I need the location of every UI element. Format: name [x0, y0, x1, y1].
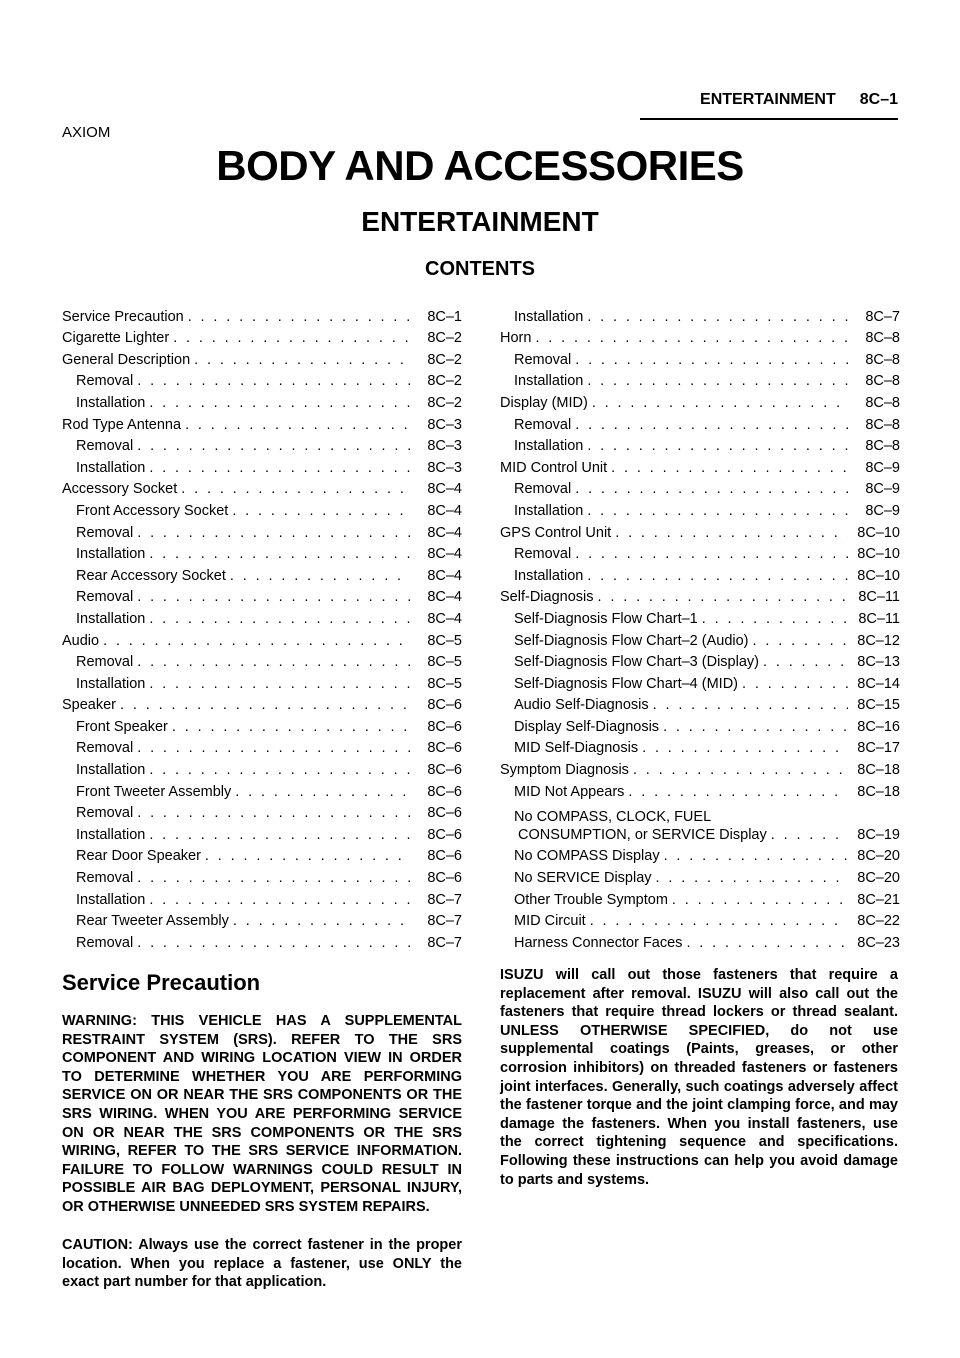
- toc-entry-label: Removal: [514, 481, 572, 498]
- toc-entry-label: Self-Diagnosis Flow Chart–1: [514, 610, 698, 627]
- toc-entry[interactable]: [62, 563, 462, 585]
- toc-leader-dots: [120, 696, 410, 714]
- toc-entry-label: MID Circuit: [514, 913, 586, 930]
- toc-entry-label: Other Trouble Symptom: [514, 891, 668, 908]
- toc-leader-dots: [173, 329, 410, 347]
- toc-leader-dots: [702, 610, 848, 628]
- toc-leader-dots: [137, 653, 410, 671]
- toc-entry-label: Accessory Socket: [62, 481, 178, 498]
- toc-entry-label: Service Precaution: [62, 308, 184, 325]
- toc-entry-label: Audio Self-Diagnosis: [514, 697, 649, 714]
- toc-entry-page: 8C–20: [857, 848, 900, 865]
- toc-entry-page: 8C–6: [427, 783, 462, 800]
- toc-leader-dots: [137, 372, 410, 390]
- toc-entry[interactable]: [500, 887, 900, 909]
- toc-leader-dots: [575, 351, 848, 369]
- toc-entry-page: 8C–10: [857, 567, 900, 584]
- toc-entry[interactable]: [62, 714, 462, 736]
- toc-leader-dots: [771, 826, 848, 844]
- toc-entry-page: 8C–8: [865, 330, 900, 347]
- toc-leader-dots: [194, 351, 410, 369]
- toc-entry-label: Removal: [76, 438, 134, 455]
- toc-entry-label: Removal: [76, 934, 134, 951]
- toc-entry[interactable]: [500, 714, 900, 736]
- toc-entry-label: GPS Control Unit: [500, 524, 612, 541]
- toc-entry-label: Rod Type Antenna: [62, 416, 182, 433]
- toc-leader-dots: [172, 718, 410, 736]
- toc-entry[interactable]: [62, 930, 462, 952]
- toc-leader-dots: [663, 718, 848, 736]
- toc-entry-page: 8C–23: [857, 934, 900, 951]
- toc-entry[interactable]: [500, 909, 900, 931]
- toc-entry[interactable]: [62, 304, 462, 326]
- toc-leader-dots: [575, 416, 848, 434]
- toc-entry-label: Harness Connector Faces: [514, 934, 683, 951]
- toc-leader-dots: [742, 675, 848, 693]
- toc-entry-page: 8C–5: [427, 654, 462, 671]
- toc-leader-dots: [575, 480, 848, 498]
- toc-entry-label: Removal: [76, 373, 134, 390]
- header-section: ENTERTAINMENT: [700, 91, 836, 108]
- toc-entry-page: 8C–9: [865, 481, 900, 498]
- toc-entry[interactable]: [500, 563, 900, 585]
- toc-entry-label: Installation: [76, 459, 146, 476]
- toc-entry-page: 8C–18: [857, 783, 900, 800]
- toc-entry-label: Self-Diagnosis Flow Chart–2 (Audio): [514, 632, 749, 649]
- toc-entry[interactable]: [62, 801, 462, 823]
- toc-entry-label: Removal: [76, 524, 134, 541]
- toc-leader-dots: [587, 502, 848, 520]
- toc-entry[interactable]: [62, 844, 462, 866]
- toc-entry-page: 8C–4: [427, 589, 462, 606]
- toc-entry[interactable]: [62, 628, 462, 650]
- toc-entry-label: MID Self-Diagnosis: [514, 740, 639, 757]
- fastener-note-text: ISUZU will call out those fasteners that require a replacement after removal. ISUZU will also call out the fasteners that require thread lockers or thread sealant. UNLESS OTHERWISE SPECIFIED, do not use supplemental coatings (Paints, greases, or other corrosion inhibitors) on threaded fasteners or fasteners joint interfaces. Generally, such coatings adversely affect the fastener torque and the joint clamping force, and may damage the fasteners. When you install fasteners, use the correct tightening sequence and specifications. Following these instructions can help you avoid damage to parts and systems.: [500, 967, 898, 1188]
- toc-entry[interactable]: [500, 779, 900, 801]
- toc-entry[interactable]: [62, 909, 462, 931]
- toc-entry[interactable]: [500, 390, 900, 412]
- toc-entry[interactable]: [62, 887, 462, 909]
- toc-entry[interactable]: [500, 347, 900, 369]
- toc-entry-page: 8C–8: [865, 438, 900, 455]
- toc-entry-label: MID Control Unit: [500, 459, 608, 476]
- toc-entry-page: 8C–11: [858, 589, 900, 606]
- toc-entry-page: 8C–8: [865, 394, 900, 411]
- toc-entry-label: Installation: [514, 567, 584, 584]
- toc-entry[interactable]: [500, 434, 900, 456]
- toc-entry-page: 8C–18: [857, 762, 900, 779]
- toc-entry[interactable]: [62, 347, 462, 369]
- toc-leader-dots: [590, 912, 848, 930]
- toc-entry-page: 8C–6: [427, 718, 462, 735]
- toc-entry-page: 8C–15: [857, 697, 900, 714]
- toc-entry[interactable]: [62, 434, 462, 456]
- toc-entry-label: Installation: [76, 394, 146, 411]
- toc-entry[interactable]: [500, 671, 900, 693]
- toc-entry-page: 8C–9: [865, 502, 900, 519]
- warning-text: WARNING: THIS VEHICLE HAS A SUPPLEMENTAL RESTRAINT SYSTEM (SRS). REFER TO THE SRS COMPONENT AND WIRING LOCATION VIEW IN ORDER TO DETERMINE WHETHER YOU ARE PERFORMING SERVICE ON OR NEAR THE SRS COMPONENTS OR THE SRS WIRING. WHEN YOU ARE PERFORMING SERVICE ON OR NEAR THE SRS COMPONENTS OR THE SRS WIRING, REFER TO THE SRS SERVICE INFORMATION. FAILURE TO FOLLOW WARNINGS COULD RESULT IN POSSIBLE AIR BAG DEPLOYMENT, PERSONAL INJURY, OR OTHERWISE UNNEEDED SRS SYSTEM REPAIRS.: [62, 1013, 462, 1215]
- toc-leader-dots: [664, 847, 848, 865]
- toc-leader-dots: [753, 632, 848, 650]
- toc-entry-label: Installation: [76, 826, 146, 843]
- toc-leader-dots: [181, 480, 410, 498]
- toc-entry[interactable]: [500, 736, 900, 758]
- toc-entry-label: Installation: [76, 675, 146, 692]
- toc-entry[interactable]: [62, 736, 462, 758]
- toc-leader-dots: [633, 761, 848, 779]
- toc-entry[interactable]: [62, 520, 462, 542]
- toc-leader-dots: [686, 934, 848, 952]
- toc-leader-dots: [205, 847, 410, 865]
- toc-entry-page: 8C–2: [427, 394, 462, 411]
- toc-leader-dots: [149, 826, 410, 844]
- toc-leader-dots: [137, 739, 410, 757]
- toc-entry[interactable]: [62, 455, 462, 477]
- toc-leader-dots: [653, 696, 848, 714]
- toc-entry-label: Rear Accessory Socket: [76, 567, 226, 584]
- toc-entry-page: 8C–7: [427, 891, 462, 908]
- toc-entry-label: Cigarette Lighter: [62, 330, 170, 347]
- toc-entry-page: 8C–8: [865, 351, 900, 368]
- toc-entry[interactable]: [500, 865, 900, 887]
- toc-entry[interactable]: [62, 865, 462, 887]
- model-name: AXIOM: [62, 124, 111, 141]
- toc-entry-page: 8C–4: [427, 481, 462, 498]
- toc-entry-label: Front Speaker: [76, 718, 168, 735]
- toc-entry-page: 8C–6: [427, 870, 462, 887]
- toc-leader-dots: [615, 524, 848, 542]
- section-title: Service Precaution: [62, 970, 261, 995]
- toc-entry-page: 8C–6: [427, 740, 462, 757]
- toc-entry[interactable]: [500, 369, 900, 391]
- toc-entry-label: General Description: [62, 351, 191, 368]
- caution-text: CAUTION: Always use the correct fastener in the proper location. When you replace a fastener, use ONLY the exact part number for that application.: [62, 1237, 462, 1291]
- toc-entry-label: Rear Door Speaker: [76, 848, 201, 865]
- toc-entry-page: 8C–6: [427, 805, 462, 822]
- toc-leader-dots: [137, 437, 410, 455]
- toc-entry[interactable]: [500, 542, 900, 564]
- toc-entry[interactable]: [62, 390, 462, 412]
- toc-entry[interactable]: [500, 628, 900, 650]
- toc-leader-dots: [149, 891, 410, 909]
- toc-entry[interactable]: [62, 542, 462, 564]
- toc-entry-page: 8C–16: [857, 718, 900, 735]
- toc-leader-dots: [232, 502, 410, 520]
- toc-entry-label: No COMPASS Display: [514, 848, 660, 865]
- toc-entry[interactable]: [62, 650, 462, 672]
- toc-leader-dots: [587, 372, 848, 390]
- toc-entry-page: 8C–7: [865, 308, 900, 325]
- toc-entry[interactable]: [500, 520, 900, 542]
- toc-entry-page: 8C–10: [857, 524, 900, 541]
- toc-entry-page: 8C–2: [427, 373, 462, 390]
- header-page-number: 8C–1: [859, 91, 898, 108]
- toc-entry-label: Rear Tweeter Assembly: [76, 913, 229, 930]
- toc-entry[interactable]: [62, 412, 462, 434]
- toc-entry-label: Removal: [514, 416, 572, 433]
- toc-entry-label: Self-Diagnosis: [500, 589, 594, 606]
- toc-entry-page: 8C–1: [427, 308, 462, 325]
- toc-entry-label: Installation: [76, 762, 146, 779]
- toc-leader-dots: [587, 567, 848, 585]
- toc-entry-label: Installation: [514, 502, 584, 519]
- toc-entry-page: 8C–3: [427, 438, 462, 455]
- toc-entry-label: MID Not Appears: [514, 783, 625, 800]
- toc-leader-dots: [535, 329, 848, 347]
- toc-leader-dots: [230, 567, 410, 585]
- toc-entry-page: 8C–3: [427, 416, 462, 433]
- toc-entry-label: Front Accessory Socket: [76, 502, 229, 519]
- toc-entry-label: Installation: [76, 610, 146, 627]
- toc-entry-page: 8C–20: [857, 870, 900, 887]
- toc-leader-dots: [103, 632, 410, 650]
- toc-entry[interactable]: [500, 930, 900, 952]
- toc-entry[interactable]: [500, 650, 900, 672]
- toc-entry-page: 8C–4: [427, 610, 462, 627]
- toc-entry[interactable]: [500, 757, 900, 779]
- toc-entry-page: 8C–4: [427, 567, 462, 584]
- toc-leader-dots: [137, 524, 410, 542]
- toc-entry-page: 8C–6: [427, 762, 462, 779]
- toc-leader-dots: [763, 653, 848, 671]
- toc-entry[interactable]: [500, 606, 900, 628]
- toc-entry-label: Removal: [76, 654, 134, 671]
- toc-leader-dots: [611, 459, 848, 477]
- toc-entry-page: 8C–3: [427, 459, 462, 476]
- toc-entry-label: Removal: [514, 546, 572, 563]
- toc-entry-label: Display (MID): [500, 394, 588, 411]
- toc-entry[interactable]: [62, 498, 462, 520]
- toc-entry-label: Removal: [76, 589, 134, 606]
- toc-entry-page: 8C–2: [427, 330, 462, 347]
- toc-entry[interactable]: [500, 585, 900, 607]
- toc-entry[interactable]: [62, 585, 462, 607]
- toc-leader-dots: [628, 783, 848, 801]
- toc-leader-dots: [137, 804, 410, 822]
- toc-entry[interactable]: [500, 412, 900, 434]
- toc-entry[interactable]: [500, 477, 900, 499]
- toc-entry-label: Removal: [76, 740, 134, 757]
- toc-entry-page: 8C–13: [857, 654, 900, 671]
- toc-entry-page: 8C–4: [427, 524, 462, 541]
- toc-leader-dots: [672, 891, 848, 909]
- toc-entry[interactable]: [62, 822, 462, 844]
- toc-entry[interactable]: [500, 801, 900, 844]
- toc-entry-page: 8C–4: [427, 546, 462, 563]
- toc-entry[interactable]: [500, 326, 900, 348]
- toc-entry-label: Removal: [76, 805, 134, 822]
- toc-entry-page: 8C–9: [865, 459, 900, 476]
- toc-entry-page: 8C–2: [427, 351, 462, 368]
- toc-entry-page: 8C–7: [427, 913, 462, 930]
- toc-entry-page: 8C–6: [427, 826, 462, 843]
- contents-heading: CONTENTS: [425, 258, 535, 280]
- toc-entry[interactable]: [62, 693, 462, 715]
- toc-entry-page: 8C–21: [857, 891, 900, 908]
- toc-leader-dots: [149, 545, 410, 563]
- page-title: BODY AND ACCESSORIES: [216, 142, 744, 189]
- toc-entry-page: 8C–7: [427, 934, 462, 951]
- toc-entry-page: 8C–22: [857, 913, 900, 930]
- toc-entry-label: Self-Diagnosis Flow Chart–3 (Display): [514, 654, 759, 671]
- toc-entry-page: 8C–6: [427, 697, 462, 714]
- toc-leader-dots: [149, 675, 410, 693]
- toc-entry[interactable]: [500, 304, 900, 326]
- toc-entry[interactable]: [62, 606, 462, 628]
- toc-leader-dots: [575, 545, 848, 563]
- toc-entry-label: Self-Diagnosis Flow Chart–4 (MID): [514, 675, 739, 692]
- toc-leader-dots: [185, 416, 410, 434]
- toc-entry-label: Speaker: [62, 697, 117, 714]
- toc-entry-label: Installation: [514, 373, 584, 390]
- toc-leader-dots: [188, 308, 410, 326]
- toc-entry-label: Installation: [514, 438, 584, 455]
- toc-leader-dots: [587, 308, 848, 326]
- toc-entry-page: 8C–4: [427, 502, 462, 519]
- toc-entry-page: 8C–12: [857, 632, 900, 649]
- toc-leader-dots: [656, 869, 848, 887]
- toc-entry-page: 8C–5: [427, 632, 462, 649]
- toc-entry-page: 8C–19: [857, 826, 900, 843]
- toc-entry-label: Horn: [500, 330, 532, 347]
- toc-entry-label: Front Tweeter Assembly: [76, 783, 232, 800]
- toc-entry-page: 8C–17: [857, 740, 900, 757]
- toc-leader-dots: [137, 869, 410, 887]
- toc-leader-dots: [149, 459, 410, 477]
- toc-entry[interactable]: [62, 779, 462, 801]
- toc-entry-label: Installation: [76, 891, 146, 908]
- toc-entry-label: Installation: [76, 546, 146, 563]
- toc-leader-dots: [137, 934, 410, 952]
- toc-leader-dots: [149, 610, 410, 628]
- toc-entry-page: 8C–6: [427, 848, 462, 865]
- toc-entry[interactable]: [500, 498, 900, 520]
- toc-entry-page: 8C–10: [857, 546, 900, 563]
- toc-entry[interactable]: [62, 757, 462, 779]
- toc-leader-dots: [149, 394, 410, 412]
- toc-leader-dots: [233, 912, 410, 930]
- page-subtitle: ENTERTAINMENT: [361, 206, 599, 237]
- toc-right-column: [500, 304, 900, 952]
- toc-leader-dots: [598, 588, 849, 606]
- toc-entry-page: 8C–5: [427, 675, 462, 692]
- toc-entry-page: 8C–14: [857, 675, 900, 692]
- toc-leader-dots: [592, 394, 848, 412]
- toc-leader-dots: [587, 437, 848, 455]
- toc-entry-label: No COMPASS, CLOCK, FUEL CONSUMPTION, or SERVICE Display: [514, 808, 767, 843]
- toc-entry[interactable]: [62, 477, 462, 499]
- toc-entry[interactable]: [500, 844, 900, 866]
- toc-entry-label: Display Self-Diagnosis: [514, 718, 660, 735]
- toc-leader-dots: [235, 783, 410, 801]
- toc-entry[interactable]: [500, 693, 900, 715]
- toc-entry-label: Removal: [76, 870, 134, 887]
- toc-entry-page: 8C–11: [858, 610, 900, 627]
- toc-leader-dots: [149, 761, 410, 779]
- toc-entry-label: Installation: [514, 308, 584, 325]
- toc-entry-page: 8C–8: [865, 416, 900, 433]
- toc-entry-label: Audio: [62, 632, 100, 649]
- toc-entry[interactable]: [62, 369, 462, 391]
- toc-entry-page: 8C–8: [865, 373, 900, 390]
- toc-leader-dots: [642, 739, 848, 757]
- toc-entry-label: Symptom Diagnosis: [500, 762, 629, 779]
- toc-leader-dots: [137, 588, 410, 606]
- toc-entry-label: No SERVICE Display: [514, 870, 652, 887]
- page-header: [640, 90, 898, 120]
- toc-entry[interactable]: [62, 326, 462, 348]
- toc-left-column: [62, 304, 462, 952]
- toc-entry-label: Removal: [514, 351, 572, 368]
- toc-entry[interactable]: [62, 671, 462, 693]
- toc-entry[interactable]: [500, 455, 900, 477]
